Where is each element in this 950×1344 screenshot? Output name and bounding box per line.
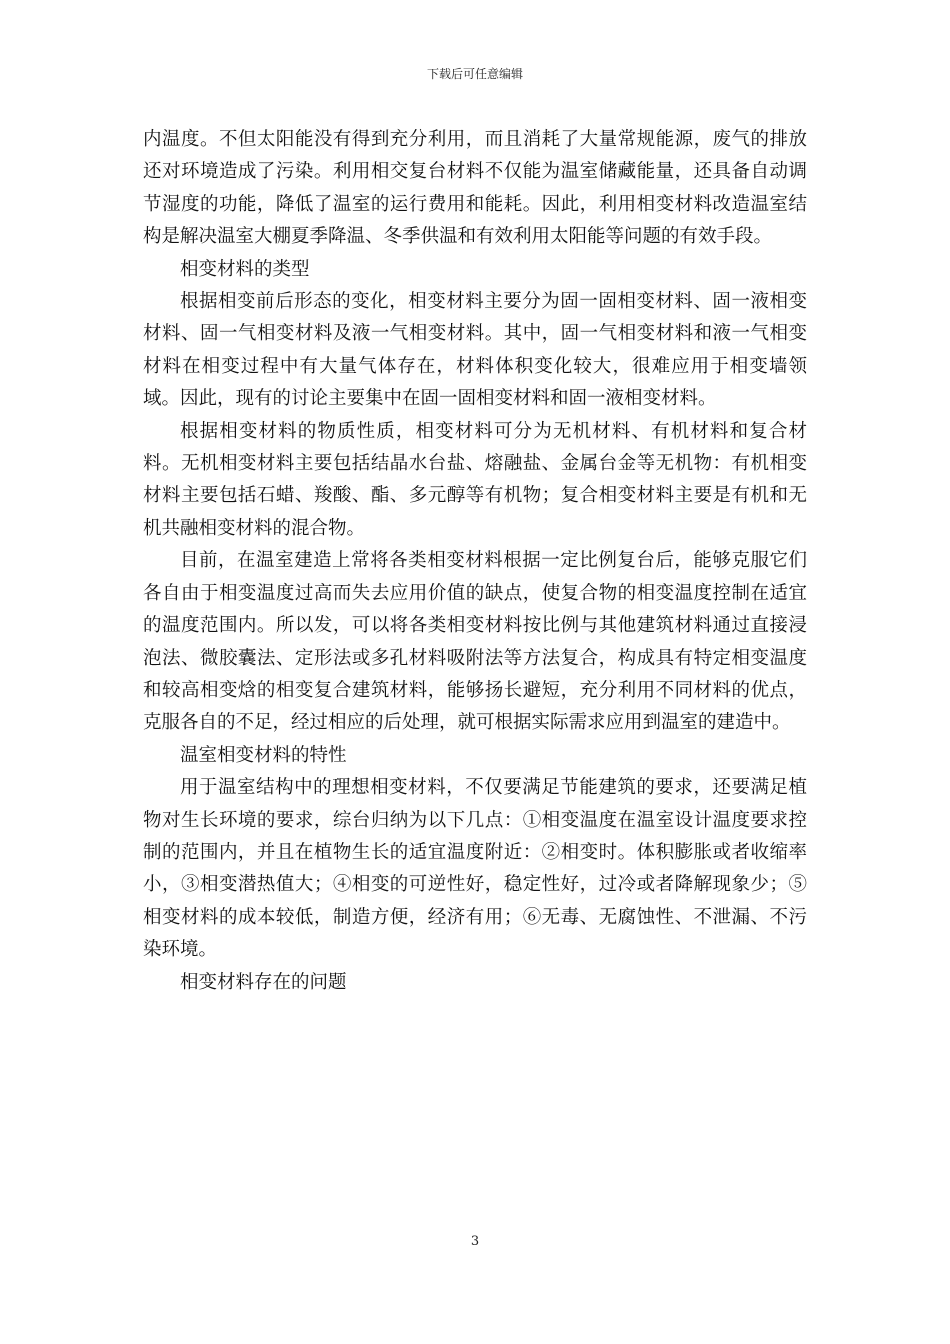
section-heading-problems: 相变材料存在的问题 [180, 971, 347, 993]
section-heading-properties: 温室相变材料的特性 [180, 744, 347, 766]
paragraph-continuation: 内温度。不但太阳能没有得到充分利用，而且消耗了大量常规能源，废气的排放还对环境造成了污染。利用相交复台材料不仅能为温室储藏能量，还具备自动调节湿度的功能，降低了温室的运行费用和能耗。因此，利用相变材料改造温室结构是解决温室大棚夏季降温、冬季供温和有效利用太阳能等问题的有效手段。 [143, 129, 807, 248]
paragraph-form-classification: 根据相变前后形态的变化，相变材料主要分为固一固相变材料、固一液相变材料、固一气相变材料及液一气相变材料。其中，固一气相变材料和液一气相变材料在相变过程中有大量气体存在，材料体积变化较大，很难应用于相变墙领域。因此，现有的讨论主要集中在固一固相变材料和固一液相变材料。 [143, 291, 807, 410]
paragraph-greenhouse-composite: 目前，在温室建造上常将各类相变材料根据一定比例复台后，能够克服它们各自由于相变温度过高而失去应用价值的缺点，使复合物的相变温度控制在适宜的温度范围内。所以发，可以将各类相变材料按比例与其他建筑材料通过直接浸泡法、微胶囊法、定形法或多孔材料吸附法等方法复合，构成具有特定相变温度和较高相变焓的相变复合建筑材料，能够扬长避短，充分利用不同材料的优点，克服各自的不足，经过相应的后处理，就可根据实际需求应用到温室的建造中。 [143, 550, 807, 734]
paragraph-properties-list: 用于温室结构中的理想相变材料，不仅要满足节能建筑的要求，还要满足植物对生长环境的要求，综台归纳为以下几点：①相变温度在温室设计温度要求控制的范围内，并且在植物生长的适宜温度附近：②相变时。体积膨胀或者收缩率小，③相变潜热值大；④相变的可逆性好，稳定性好，过冷或者降解现象少；⑤相变材料的成本较低，制造方便，经济有用；⑥无毒、无腐蚀性、不泄漏、不污染环境。 [143, 777, 807, 961]
page-number: 3 [470, 1234, 480, 1249]
page-header: 下载后可任意编辑 [426, 67, 523, 81]
paragraph-material-classification: 根据相变材料的物质性质，相变材料可分为无机材料、有机材料和复合材料。无机相变材料主要包括结晶水台盐、熔融盐、金属台金等无机物：有机相变材料主要包括石蜡、羧酸、酯、多元醇等有机物；复合相变材料主要是有机和无机共融相变材料的混合物。 [143, 420, 807, 539]
section-heading-types: 相变材料的类型 [180, 258, 310, 280]
document-body [143, 124, 807, 999]
